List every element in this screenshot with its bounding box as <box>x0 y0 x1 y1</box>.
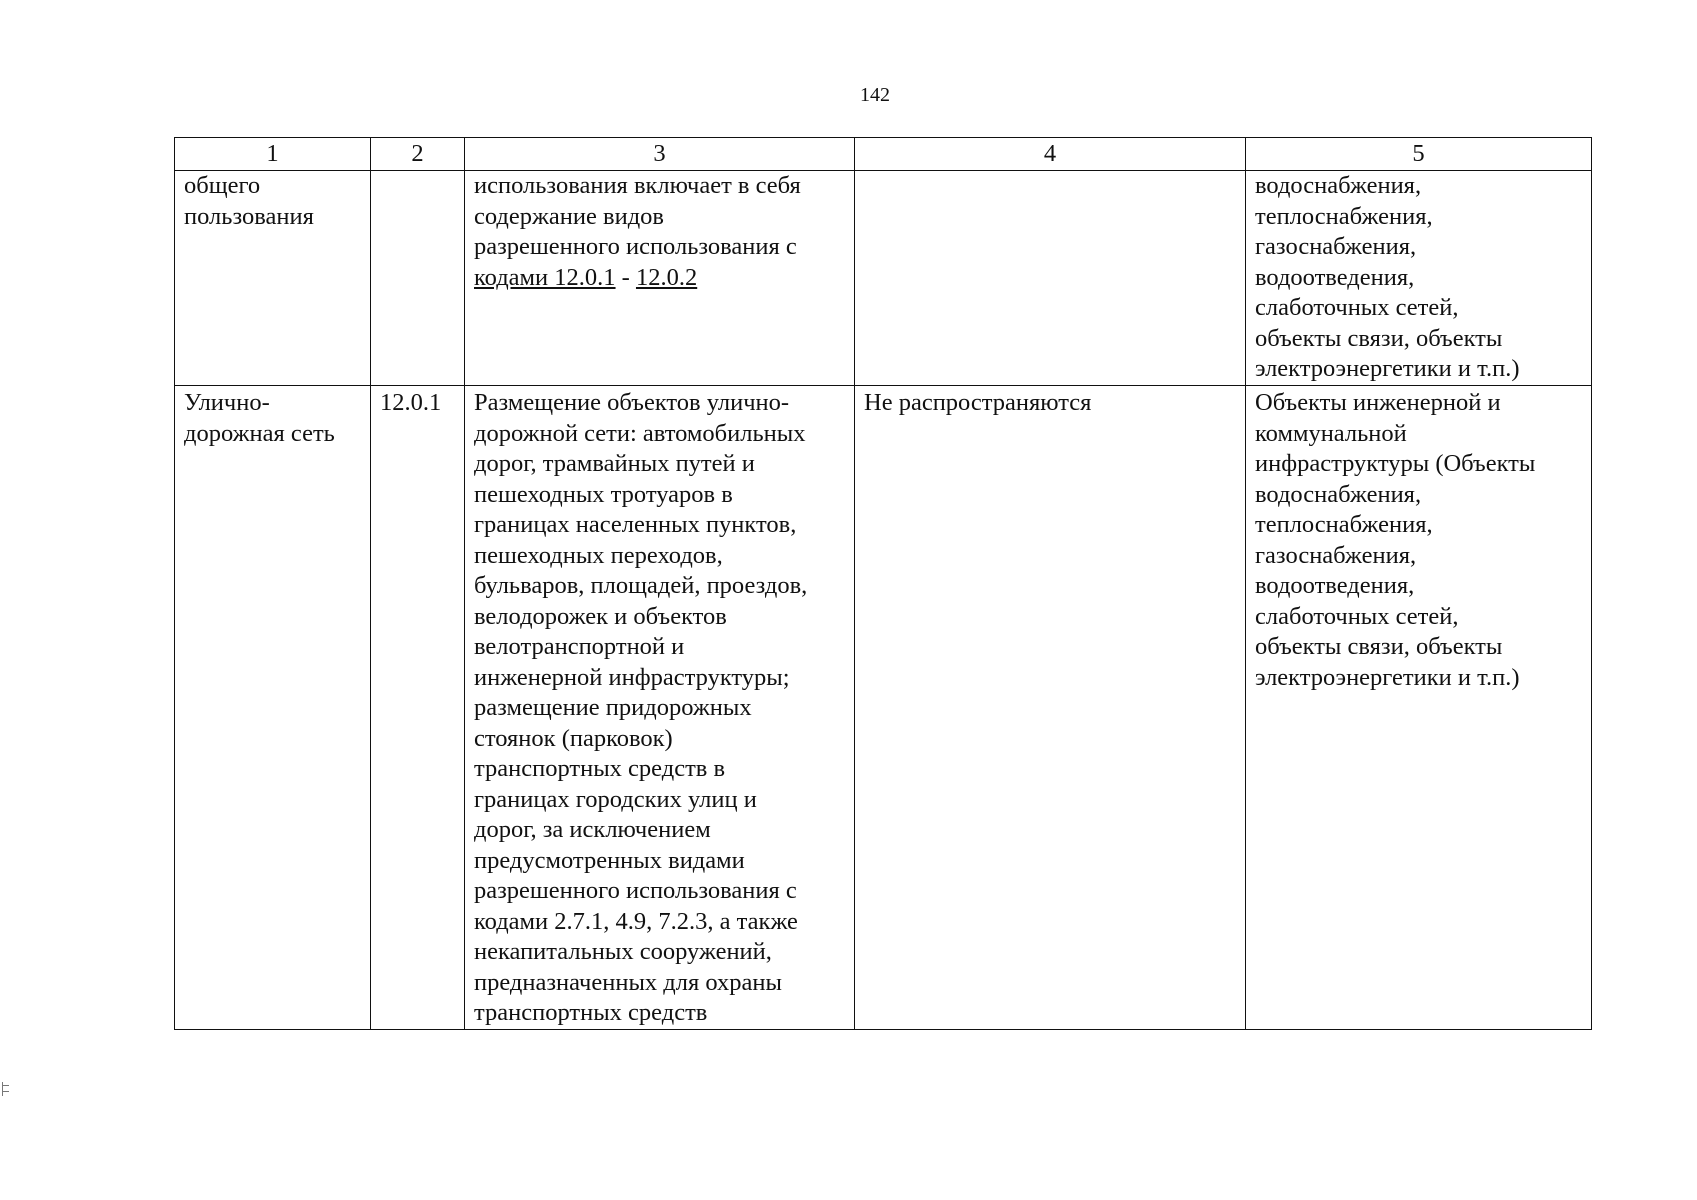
description-line: кодами 2.7.1, 4.9, 7.2.3, а также <box>474 907 798 935</box>
objects-line: объекты связи, объекты <box>1255 633 1503 660</box>
description-line: границах населенных пунктов, <box>474 511 797 538</box>
description-line: транспортных средств в <box>474 755 726 782</box>
description-line: велодорожек и объектов <box>474 602 727 630</box>
description-line-links <box>474 263 846 294</box>
row-1-objects-cell <box>1246 171 1592 386</box>
objects-line: теплоснабжения, <box>1255 511 1433 538</box>
objects-line: электроэнергетики и т.п.) <box>1255 355 1520 382</box>
description-line: содержание видов <box>474 202 664 230</box>
table-header-row <box>175 138 1592 171</box>
row-2-description-cell <box>465 386 855 1030</box>
objects-line: Объекты инженерной и <box>1255 389 1501 416</box>
objects-line: инфраструктуры (Объекты <box>1255 450 1536 477</box>
objects-line: объекты связи, объекты <box>1255 324 1503 352</box>
scan-margin-mark <box>2 1082 9 1096</box>
name-line: дорожная сеть <box>184 419 335 447</box>
objects-line: коммунальной <box>1255 419 1407 447</box>
row-1-name-cell <box>175 171 371 386</box>
description-line: дорог, трамвайных путей и <box>474 450 755 477</box>
column-header-5: 5 <box>1246 138 1592 171</box>
objects-line: водоотведения, <box>1255 263 1415 291</box>
objects-line: водоснабжения, <box>1255 172 1422 199</box>
column-header-1: 1 <box>175 138 371 171</box>
table-row <box>175 386 1592 1030</box>
range-separator: - <box>615 263 636 291</box>
row-1-code-cell <box>371 171 465 386</box>
description-line: использования включает в себя <box>474 172 801 199</box>
row-1-description-cell <box>465 171 855 386</box>
description-line: бульваров, площадей, проездов, <box>474 572 808 599</box>
name-line: Улично- <box>184 389 270 416</box>
document-table <box>174 137 1592 1030</box>
description-line: некапитальных сооружений, <box>474 938 772 965</box>
description-line: дорожной сети: автомобильных <box>474 419 806 447</box>
description-line: предусмотренных видами <box>474 846 745 874</box>
code-value: 12.0.1 <box>380 389 442 416</box>
restrictions-value: Не распространяются <box>864 389 1092 416</box>
description-line: транспортных средств <box>474 999 708 1026</box>
column-header-2: 2 <box>371 138 465 171</box>
objects-line: слаботочных сетей, <box>1255 294 1459 321</box>
code-link-12-0-1[interactable]: кодами 12.0.1 <box>474 263 616 291</box>
name-line: пользования <box>184 202 314 230</box>
description-line: предназначенных для охраны <box>474 968 782 996</box>
objects-line: газоснабжения, <box>1255 541 1417 569</box>
objects-line: теплоснабжения, <box>1255 202 1433 230</box>
objects-line: электроэнергетики и т.п.) <box>1255 663 1520 691</box>
row-2-name-cell <box>175 386 371 1030</box>
column-header-4: 4 <box>855 138 1246 171</box>
row-2-code-cell <box>371 386 465 1030</box>
code-link-12-0-2[interactable]: 12.0.2 <box>635 263 698 291</box>
name-line: общего <box>184 172 261 199</box>
description-line: Размещение объектов улично- <box>474 389 790 416</box>
description-line: инженерной инфраструктуры; <box>474 663 790 691</box>
row-1-restrictions-cell <box>855 171 1246 386</box>
row-2-restrictions-cell <box>855 386 1246 1030</box>
description-line: стоянок (парковок) <box>474 724 673 752</box>
description-line: пешеходных переходов, <box>474 541 723 569</box>
description-line: пешеходных тротуаров в <box>474 480 733 508</box>
objects-line: водоснабжения, <box>1255 480 1422 508</box>
objects-line: водоотведения, <box>1255 572 1415 599</box>
column-header-3: 3 <box>465 138 855 171</box>
description-line: разрешенного использования с <box>474 877 797 904</box>
description-line: разрешенного использования с <box>474 233 797 260</box>
objects-line: газоснабжения, <box>1255 233 1417 260</box>
description-line: дорог, за исключением <box>474 816 711 843</box>
description-line: размещение придорожных <box>474 694 752 721</box>
page-number: 142 <box>860 84 890 106</box>
objects-line: слаботочных сетей, <box>1255 602 1459 630</box>
table-row <box>175 171 1592 386</box>
description-line: велотранспортной и <box>474 633 685 660</box>
description-line: границах городских улиц и <box>474 785 757 813</box>
row-2-objects-cell <box>1246 386 1592 1030</box>
